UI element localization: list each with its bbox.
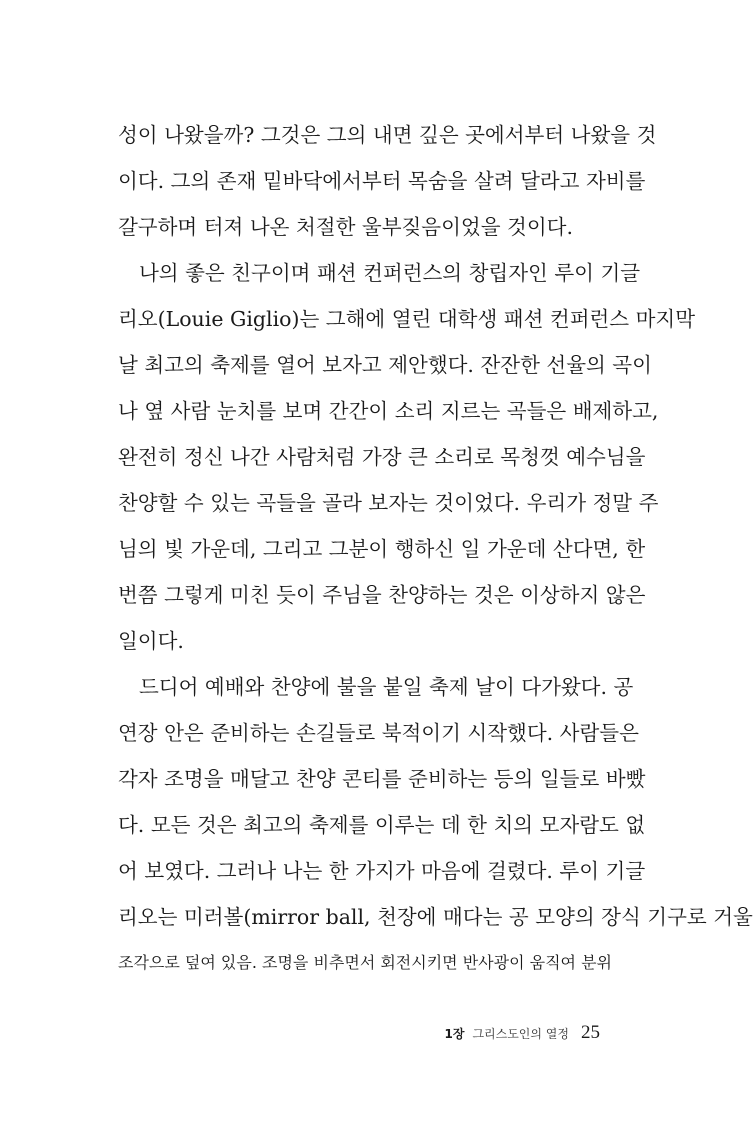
chapter-title: 그리스도인의 열정 [472,1026,569,1041]
page-body [118,112,753,986]
text-line: 갈구하며 터져 나온 처절한 울부짖음이었을 것이다. [118,215,573,239]
text-line: 님의 빛 가운데, 그리고 그분이 행하신 일 가운데 산다면, 한 [118,537,646,561]
text-line: 나 옆 사람 눈치를 보며 간간이 소리 지르는 곡들은 배제하고, [118,399,659,423]
text-line: 찬양할 수 있는 곡들을 골라 보자는 것이었다. 우리가 정말 주 [118,491,659,515]
text-line: 각자 조명을 매달고 찬양 콘티를 준비하는 등의 일들로 바빴 [118,767,646,791]
text-line: 일이다. [118,629,184,653]
text-line: 리오(Louie Giglio)는 그해에 열린 대학생 패션 컨퍼런스 마지막 [118,307,696,331]
paragraph-start-line: 나의 좋은 친구이며 패션 컨퍼런스의 창립자인 루이 기글 [139,261,641,285]
text-line: 연장 안은 준비하는 손길들로 북적이기 시작했다. 사람들은 [118,721,639,745]
page-footer [444,1013,600,1053]
chapter-number: 1장 [444,1026,465,1041]
footnote-line: 조각으로 덮여 있음. 조명을 비추면서 회전시키면 반사광이 움직여 분위 [118,953,612,972]
text-line: 리오는 미러볼(mirror ball, 천장에 매다는 공 모양의 장식 기구로 거울 [118,905,753,929]
paragraph-start-line: 드디어 예배와 찬양에 불을 붙일 축제 날이 다가왔다. 공 [139,675,634,699]
text-line: 이다. 그의 존재 밑바닥에서부터 목숨을 살려 달라고 자비를 [118,169,646,193]
text-line: 번쯤 그렇게 미친 듯이 주님을 찬양하는 것은 이상하지 않은 [118,583,646,607]
text-line: 성이 나왔을까? 그것은 그의 내면 깊은 곳에서부터 나왔을 것 [118,123,657,147]
text-line: 날 최고의 축제를 열어 보자고 제안했다. 잔잔한 선율의 곡이 [118,353,652,377]
text-line: 어 보였다. 그러나 나는 한 가지가 마음에 걸렸다. 루이 기글 [118,859,646,883]
page-number: 25 [581,1022,600,1043]
text-line: 다. 모든 것은 최고의 축제를 이루는 데 한 치의 모자람도 없 [118,813,646,837]
text-line: 완전히 정신 나간 사람처럼 가장 큰 소리로 목청껏 예수님을 [118,445,646,469]
